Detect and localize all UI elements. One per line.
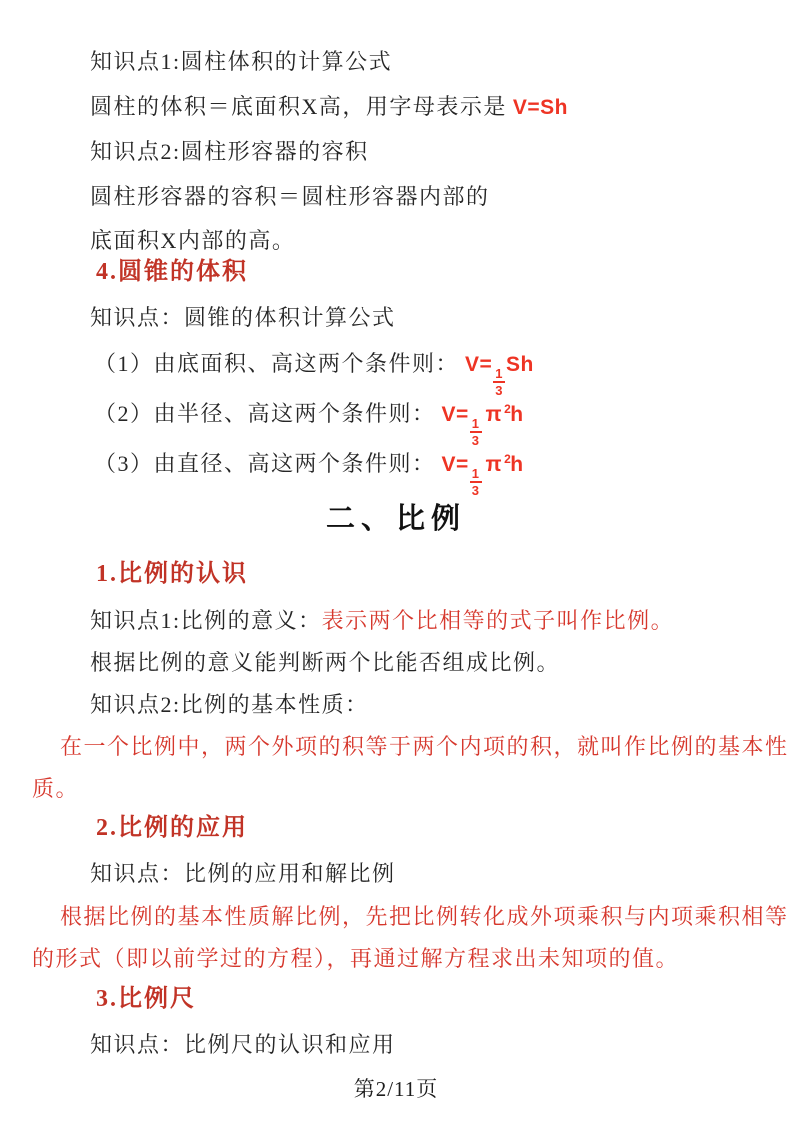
property-text-1: 在一个比例中，两个外项的积等于两个内项的积，就叫作比例的基本性 (60, 734, 789, 759)
cone-heading-text: 4.圆锥的体积 (96, 259, 248, 285)
proportion-kp2-text: 知识点2:比例的基本性质： (90, 692, 369, 717)
page-number-footer (0, 1076, 792, 1102)
cylinder-volume-text: 圆柱的体积＝底面积X高，用字母表示是 (90, 94, 507, 119)
formula-v-third-pi-sq-h-radius (441, 402, 524, 448)
fraction-one-third (470, 417, 482, 447)
formula2-post: h (510, 403, 524, 426)
kp1-text: 知识点1:圆柱体积的计算公式 (90, 49, 393, 74)
cone-kp-text: 知识点：圆锥的体积计算公式 (90, 305, 396, 330)
formula-v-third-sh (465, 353, 534, 398)
superscript-2: 2 (504, 452, 512, 466)
cone-cond1-label: （1）由底面积、高这两个条件则： (94, 351, 460, 376)
cylinder-capacity-line-1 (90, 183, 490, 211)
knowledge-point-2-proportion (90, 691, 369, 719)
formula3-pre: V= (441, 453, 469, 476)
formula1-post: Sh (506, 353, 534, 376)
section-heading-proportion-application (96, 813, 248, 843)
formula-v-equals-sh: V=Sh (512, 96, 568, 119)
pi-symbol: π (485, 453, 503, 476)
fraction-one-third (470, 467, 482, 497)
proportion-kp1-red: 表示两个比相等的式子叫作比例。 (321, 608, 675, 633)
cylinder-volume-line (90, 93, 568, 121)
knowledge-point-1-cylinder (90, 48, 392, 76)
property-text-2: 质。 (32, 776, 80, 801)
fraction-numerator: 1 (495, 366, 504, 381)
knowledge-point-scale (90, 1031, 396, 1059)
knowledge-point-cone (90, 304, 396, 332)
s2-heading-text: 2.比例的应用 (96, 815, 248, 841)
chapter-title-proportion (0, 501, 792, 537)
solve-proportion-line-1 (60, 903, 789, 931)
capacity-text-2: 底面积X内部的高。 (90, 228, 296, 253)
formula2-pre: V= (441, 403, 469, 426)
fraction-denominator: 3 (495, 383, 504, 398)
capacity-text-1: 圆柱形容器的容积＝圆柱形容器内部的 (90, 184, 490, 209)
basic-property-line-1 (60, 733, 789, 761)
section-heading-cone-volume (96, 257, 248, 287)
superscript-2: 2 (504, 402, 512, 416)
section-heading-scale (96, 984, 196, 1014)
proportion-kp1-black: 知识点1:比例的意义： (90, 608, 322, 633)
solve-text-2: 的形式（即以前学过的方程），再通过解方程求出未知项的值。 (32, 946, 680, 971)
chapter-title-text: 二、比例 (325, 503, 466, 535)
page-number-text: 第2/11页 (353, 1077, 439, 1101)
s1-heading-text: 1.比例的认识 (96, 561, 248, 587)
fraction-denominator: 3 (471, 433, 480, 448)
proportion-judge-line (90, 649, 560, 677)
knowledge-point-application (90, 860, 396, 888)
pi-symbol: π (485, 403, 503, 426)
cone-condition-2 (94, 400, 524, 447)
solve-proportion-line-2 (32, 945, 679, 973)
formula3-post: h (510, 453, 524, 476)
formula1-pre: V= (465, 353, 493, 376)
proportion-kp4-text: 知识点：比例尺的认识和应用 (90, 1032, 396, 1057)
formula-v-third-pi-sq-h-diameter (441, 452, 524, 498)
cone-cond2-label: （2）由半径、高这两个条件则： (94, 401, 436, 426)
knowledge-point-2-cylinder (90, 138, 369, 166)
s3-heading-text: 3.比例尺 (96, 986, 196, 1012)
fraction-one-third (493, 367, 505, 397)
knowledge-point-1-proportion (90, 607, 674, 635)
cylinder-capacity-line-2 (90, 227, 295, 255)
judge-text: 根据比例的意义能判断两个比能否组成比例。 (90, 650, 561, 675)
cone-condition-1 (94, 350, 534, 397)
solve-text-1: 根据比例的基本性质解比例，先把比例转化成外项乘积与内项乘积相等 (60, 904, 789, 929)
fraction-denominator: 3 (471, 483, 480, 498)
fraction-numerator: 1 (471, 416, 480, 431)
kp2-text: 知识点2:圆柱形容器的容积 (90, 139, 369, 164)
cone-condition-3 (94, 450, 524, 497)
cone-cond3-label: （3）由直径、高这两个条件则： (94, 451, 436, 476)
section-heading-proportion-concept (96, 559, 248, 589)
fraction-numerator: 1 (471, 466, 480, 481)
proportion-kp3-text: 知识点：比例的应用和解比例 (90, 861, 396, 886)
basic-property-line-2 (32, 775, 79, 803)
